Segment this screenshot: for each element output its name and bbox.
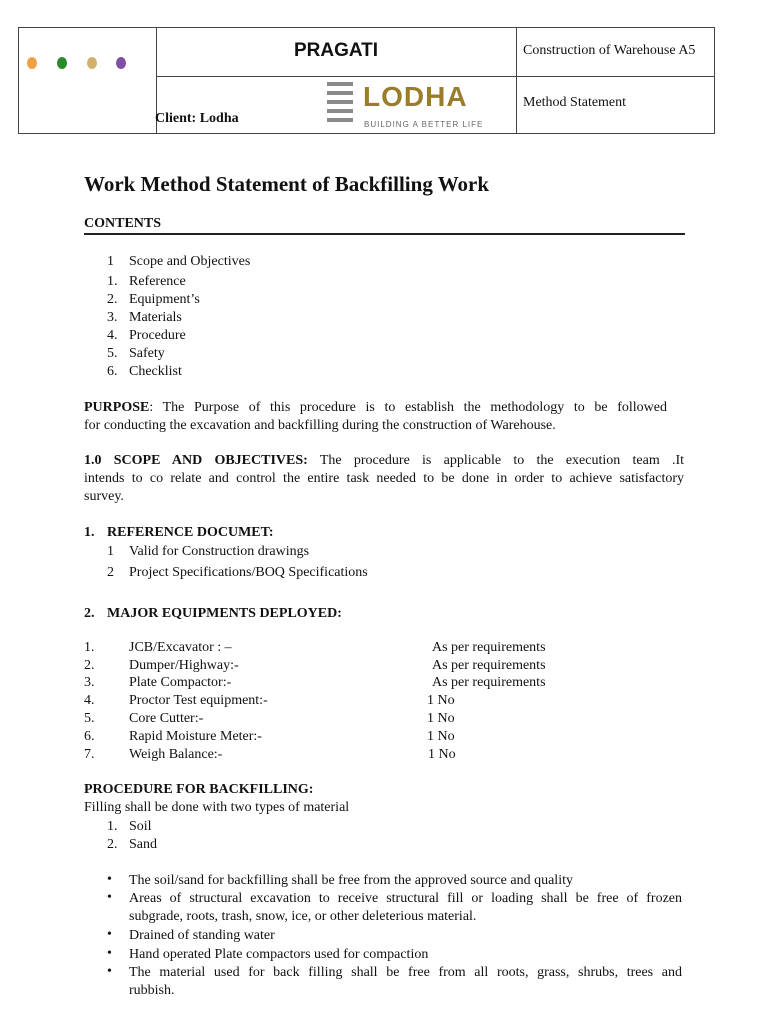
list-item-label: Reference (129, 274, 186, 289)
list-item-number: 1. (107, 819, 118, 834)
bullet-icon: • (107, 890, 112, 905)
bullet-icon: • (107, 872, 112, 887)
equipment-name: Proctor Test equipment:- (129, 693, 268, 708)
bullet-icon: • (107, 927, 112, 942)
equipment-name: Plate Compactor:- (129, 675, 232, 690)
list-item-number: 1. (107, 274, 118, 289)
table-row-number: 7. (84, 747, 95, 762)
document-header (18, 27, 715, 134)
list-item-label: Soil (129, 819, 152, 834)
equipment-quantity: 1 No (427, 693, 455, 708)
logo-bars-icon (327, 82, 353, 127)
list-item-number: 2. (107, 292, 118, 307)
list-item-label: Valid for Construction drawings (129, 544, 310, 559)
equipment-name: Weigh Balance:- (129, 747, 223, 762)
equipment-quantity: 1 No (427, 711, 455, 726)
equipment-heading: MAJOR EQUIPMENTS DEPLOYED: (107, 606, 342, 621)
table-row-number: 4. (84, 693, 95, 708)
bullet-text: The material used for back filling shall be free from all roots, grass, shrubs, trees and (129, 965, 682, 980)
project-name: Construction of Warehouse A5 (523, 43, 696, 58)
equipment-quantity: As per requirements (432, 675, 546, 690)
client-name: Client: Lodha (155, 111, 239, 126)
list-item-number: 4. (107, 328, 118, 343)
scope-text: The procedure is applicable to the execution team .It (307, 453, 685, 468)
equipment-name: Rapid Moisture Meter:- (129, 729, 262, 744)
document-title: Work Method Statement of Backfilling Work (84, 172, 490, 196)
list-item-number: 6. (107, 364, 118, 379)
list-item-label: Checklist (129, 364, 182, 379)
equipment-quantity: As per requirements (432, 658, 546, 673)
scope-label: 1.0 SCOPE AND OBJECTIVES: (84, 453, 308, 468)
list-item-label: Safety (129, 346, 165, 361)
lodha-logo (327, 82, 512, 132)
list-item-number: 1 (107, 254, 114, 269)
reference-heading: REFERENCE DOCUMET: (107, 525, 274, 540)
list-item-label: Sand (129, 837, 157, 852)
table-row-number: 3. (84, 675, 95, 690)
list-item-number: 5. (107, 346, 118, 361)
table-row-number: 5. (84, 711, 95, 726)
list-item-label: Project Specifications/BOQ Specifications (129, 565, 368, 580)
list-item-label: Procedure (129, 328, 186, 343)
bullet-text: The soil/sand for backfilling shall be free from the approved source and quality (129, 873, 573, 888)
list-item-label: Materials (129, 310, 182, 325)
section-number: 2. (84, 606, 95, 621)
list-item-number: 3. (107, 310, 118, 325)
equipment-quantity: 1 No (427, 729, 455, 744)
list-item-label: Equipment’s (129, 292, 200, 307)
table-row-number: 1. (84, 640, 95, 655)
company-name: PRAGATI (293, 40, 379, 61)
bullet-text: Hand operated Plate compactors used for compaction (129, 947, 429, 962)
logo-wordmark: LODHA (363, 81, 468, 112)
list-item-number: 2. (107, 837, 118, 852)
procedure-intro: Filling shall be done with two types of material (84, 800, 350, 815)
bullet-icon: • (107, 964, 112, 979)
equipment-name: Dumper/Highway:- (129, 658, 239, 673)
list-item-number: 1 (107, 544, 114, 559)
purpose-text: : The Purpose of this procedure is to establish the methodology to be followed (149, 400, 667, 415)
scope-text: intends to co relate and control the entire task needed to be done in order to achieve satisfactory (84, 471, 684, 486)
color-dot (57, 57, 67, 69)
list-item-number: 2 (107, 565, 114, 580)
equipment-quantity: 1 No (428, 747, 456, 762)
procedure-heading: PROCEDURE FOR BACKFILLING: (84, 782, 314, 797)
header-divider (156, 76, 715, 77)
list-item-label: Scope and Objectives (129, 254, 251, 269)
section-number: 1. (84, 525, 95, 540)
table-row-number: 2. (84, 658, 95, 673)
equipment-name: Core Cutter:- (129, 711, 204, 726)
bullet-icon: • (107, 946, 112, 961)
scope-paragraph (84, 452, 684, 470)
bullet-text: Areas of structural excavation to receive structural fill or loading shall be free of frozen (129, 891, 682, 906)
purpose-text: for conducting the excavation and backfilling during the construction of Warehouse. (84, 418, 556, 433)
header-divider (516, 28, 517, 133)
color-dot (116, 57, 126, 69)
scope-text: survey. (84, 489, 124, 504)
table-row-number: 6. (84, 729, 95, 744)
logo-tagline: BUILDING A BETTER LIFE (364, 120, 484, 129)
contents-heading: CONTENTS (84, 216, 685, 235)
color-dot (87, 57, 97, 69)
document-type: Method Statement (523, 95, 627, 110)
bullet-text: subgrade, roots, trash, snow, ice, or other deleterious material. (129, 909, 477, 924)
equipment-quantity: As per requirements (432, 640, 546, 655)
bullet-text: rubbish. (129, 983, 175, 998)
bullet-text: Drained of standing water (129, 928, 275, 943)
purpose-paragraph (84, 399, 667, 417)
color-dot (27, 57, 37, 69)
purpose-label: PURPOSE (84, 400, 150, 415)
equipment-name: JCB/Excavator : – (129, 640, 232, 655)
